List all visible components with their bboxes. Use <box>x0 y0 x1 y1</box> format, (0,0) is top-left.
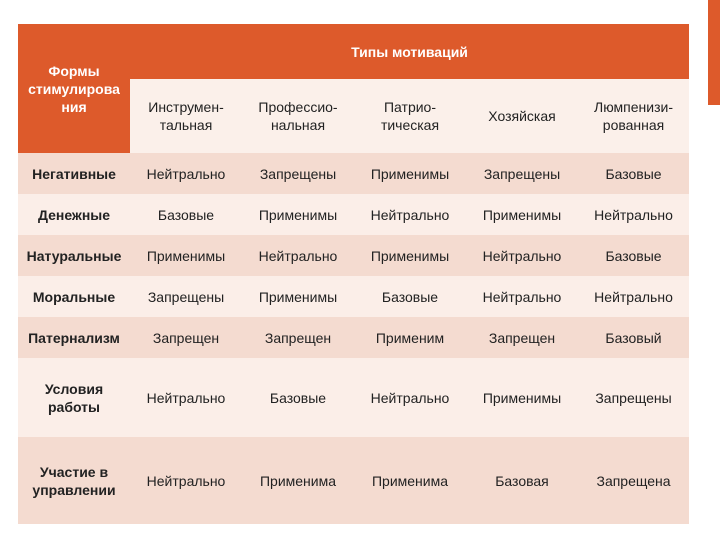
table-cell: Запрещены <box>466 153 578 194</box>
row-label: Патернализм <box>18 317 130 358</box>
table-cell: Применимы <box>466 194 578 235</box>
table-cell: Базовые <box>130 194 242 235</box>
table-cell: Применимы <box>130 235 242 276</box>
table-cell: Нейтрально <box>130 437 242 524</box>
table-cell: Запрещен <box>466 317 578 358</box>
table-row <box>18 437 689 524</box>
table-cell: Запрещен <box>130 317 242 358</box>
row-label: Условия работы <box>18 358 130 437</box>
row-label: Моральные <box>18 276 130 317</box>
table-cell: Нейтрально <box>578 194 689 235</box>
table-row <box>18 194 689 235</box>
accent-bar <box>708 0 720 105</box>
motivation-table <box>18 24 689 524</box>
table-cell: Нейтрально <box>130 153 242 194</box>
row-label: Негативные <box>18 153 130 194</box>
table-cell: Применимы <box>466 358 578 437</box>
table-cell: Базовые <box>578 153 689 194</box>
table-cell: Запрещен <box>242 317 354 358</box>
table-cell: Применима <box>242 437 354 524</box>
corner-header: Формы стимулирова ния <box>18 24 130 153</box>
table-cell: Нейтрально <box>130 358 242 437</box>
table-cell: Запрещены <box>242 153 354 194</box>
table-cell: Запрещены <box>130 276 242 317</box>
table-cell: Запрещены <box>578 358 689 437</box>
table-cell: Запрещена <box>578 437 689 524</box>
table-cell: Базовые <box>354 276 466 317</box>
table-cell: Нейтрально <box>354 358 466 437</box>
table-cell: Нейтрально <box>242 235 354 276</box>
table-cell: Базовые <box>578 235 689 276</box>
table-cell: Нейтрально <box>578 276 689 317</box>
table-row <box>18 317 689 358</box>
column-header-instrumental: Инструмен- тальная <box>130 79 242 153</box>
column-header-patriotic: Патрио- тическая <box>354 79 466 153</box>
table-row <box>18 235 689 276</box>
column-header-lumpenized: Люмпенизи- рованная <box>578 79 689 153</box>
table-cell: Базовая <box>466 437 578 524</box>
row-label: Денежные <box>18 194 130 235</box>
table-row <box>18 358 689 437</box>
table-cell: Применим <box>354 317 466 358</box>
row-label: Натуральные <box>18 235 130 276</box>
table-cell: Базовые <box>242 358 354 437</box>
table-cell: Нейтрально <box>466 235 578 276</box>
table-cell: Применимы <box>242 276 354 317</box>
table-cell: Базовый <box>578 317 689 358</box>
table-cell: Применимы <box>354 153 466 194</box>
table-row <box>18 276 689 317</box>
table-cell: Применимы <box>242 194 354 235</box>
column-header-proprietary: Хозяйская <box>466 79 578 153</box>
motivation-types-header: Типы мотиваций <box>130 24 689 79</box>
table-cell: Применима <box>354 437 466 524</box>
table-row <box>18 153 689 194</box>
table-cell: Применимы <box>354 235 466 276</box>
table-cell: Нейтрально <box>466 276 578 317</box>
column-header-professional: Профессио- нальная <box>242 79 354 153</box>
table-cell: Нейтрально <box>354 194 466 235</box>
row-label: Участие в управлении <box>18 437 130 524</box>
